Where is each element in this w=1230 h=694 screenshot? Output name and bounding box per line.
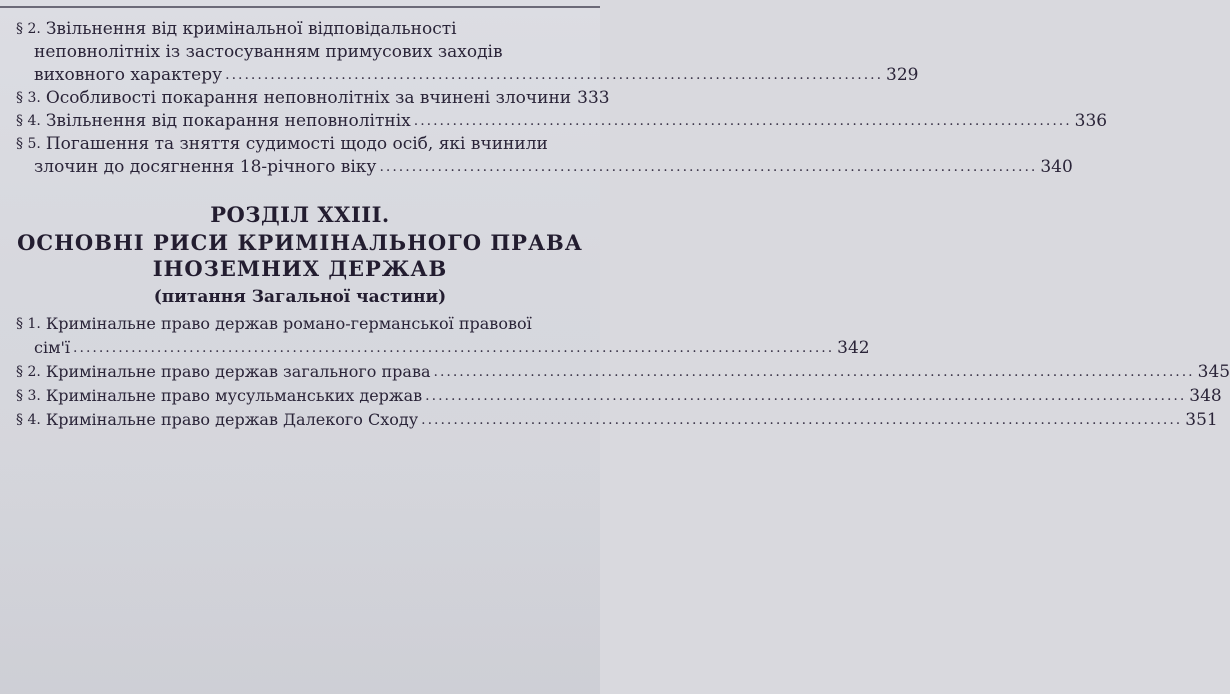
page-number: 345 — [1197, 362, 1230, 382]
toc-entry — [16, 408, 1218, 432]
page-number: 348 — [1189, 386, 1222, 406]
section-title-line-1: ОСНОВНІ РИСИ КРИМІНАЛЬНОГО ПРАВА — [17, 230, 583, 255]
toc-entry — [16, 18, 919, 87]
entry-text: Кримінальне право мусульманських держав — [45, 386, 423, 405]
section-title-line-2: ІНОЗЕМНИХ ДЕРЖАВ — [152, 256, 448, 281]
leader-dots: ...................................................................................................... — [225, 67, 884, 83]
page-number: 329 — [886, 65, 919, 85]
entry-text: Звільнення від кримінальної відповідальності — [45, 19, 457, 39]
entry-text: Погашення та зняття судимості щодо осіб, які вчинили — [45, 134, 548, 154]
page-number: 333 — [577, 88, 610, 108]
leader-dots: ...................................................................................................................... — [433, 364, 1195, 380]
page-number: 342 — [837, 338, 870, 358]
section-marker: § 4. — [16, 113, 41, 129]
toc-entry — [16, 133, 1073, 179]
entry-text: злочин до досягнення 18-річного віку — [34, 157, 377, 177]
toc-entry — [16, 360, 1230, 384]
entry-text: неповнолітніх із застосуванням примусових заходів — [34, 42, 503, 62]
section-marker: § 2. — [16, 21, 41, 37]
entry-text: Особливості покарання неповнолітніх за вчинені злочини — [45, 88, 572, 108]
section-marker: § 1. — [16, 316, 41, 332]
entry-text: Звільнення від покарання неповнолітніх — [45, 111, 411, 131]
page-number: 336 — [1074, 111, 1108, 131]
entry-text: сім'ї — [34, 338, 71, 357]
section-subtitle: (питання Загальної частини) — [153, 287, 447, 307]
leader-dots: ...................................................................................................................... — [425, 388, 1187, 404]
section-marker: § 3. — [16, 388, 41, 404]
section-marker: § 5. — [16, 136, 41, 152]
page-number: 340 — [1040, 157, 1073, 177]
leader-dots: ...................................................................................................................... — [421, 412, 1183, 428]
toc-entry — [16, 384, 1222, 408]
toc-entry — [16, 87, 610, 110]
entry-text: Кримінальне право держав романо-германської правової — [45, 314, 532, 333]
entry-text: виховного характеру — [34, 65, 223, 85]
section-marker: § 3. — [16, 90, 41, 106]
top-rule — [0, 6, 600, 8]
entry-text: Кримінальне право держав Далекого Сходу — [45, 410, 419, 429]
leader-dots: ...................................................................................................... — [413, 113, 1072, 129]
page-number: 351 — [1185, 410, 1218, 430]
leader-dots: ...................................................................................................... — [379, 159, 1038, 175]
blank-page-area — [0, 440, 600, 694]
leader-dots: ...................................................................................................................... — [73, 340, 835, 356]
section-number: РОЗДІЛ XXIII. — [210, 202, 390, 227]
section-marker: § 2. — [16, 364, 41, 380]
toc-bottom — [16, 312, 1230, 432]
toc-entry — [16, 110, 1108, 133]
toc-top — [16, 18, 1108, 179]
entry-text: Кримінальне право держав загального права — [45, 362, 431, 381]
toc-entry — [16, 312, 870, 360]
section-marker: § 4. — [16, 412, 41, 428]
